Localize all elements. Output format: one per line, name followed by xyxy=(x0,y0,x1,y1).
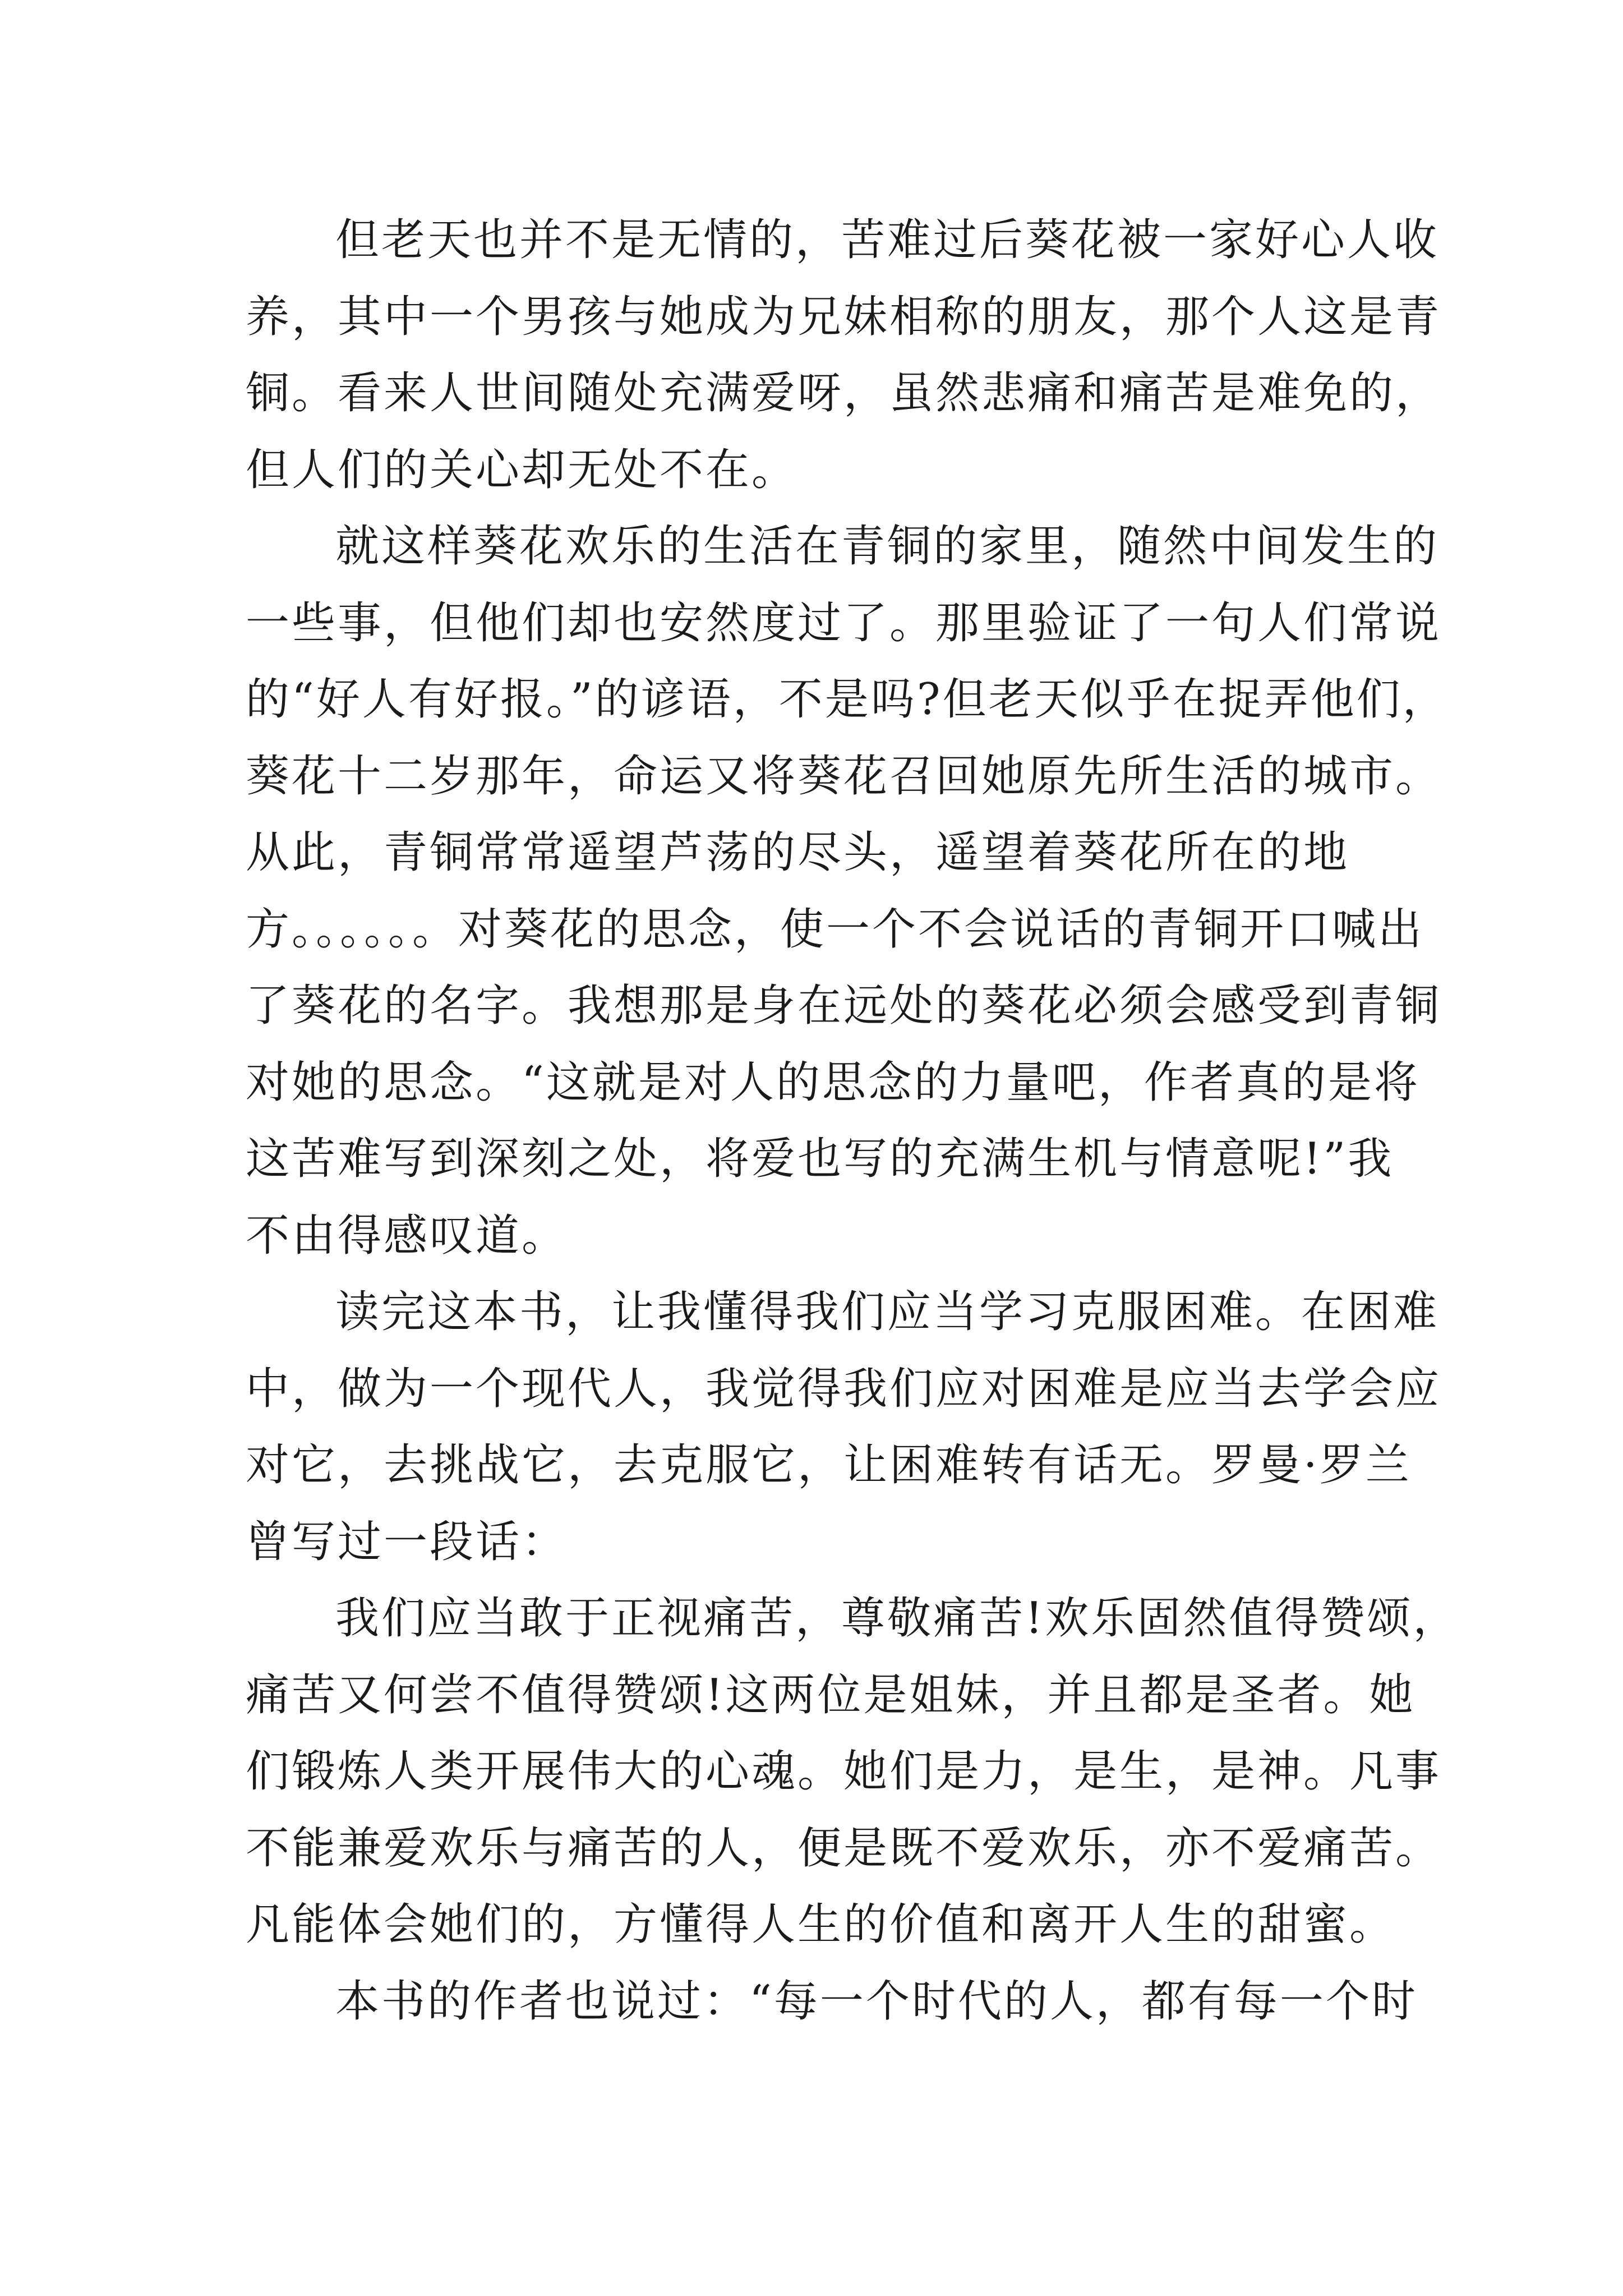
text-line: 我们应当敢于正视痛苦，尊敬痛苦!欢乐固然值得赞颂， xyxy=(335,1593,1459,1644)
text-line: 这苦难写到深刻之处，将爱也写的充满生机与情意呢!”我 xyxy=(246,1134,1394,1184)
text-line: 葵花十二岁那年，命运又将葵花召回她原先所生活的城市。 xyxy=(246,751,1442,802)
document-body xyxy=(246,202,1459,2040)
text-line: 对它，去挑战它，去克服它，让困难转有话无。罗曼·罗兰 xyxy=(246,1440,1412,1490)
text-line: 不能兼爱欢乐与痛苦的人，便是既不爱欢乐，亦不爱痛苦。 xyxy=(246,1823,1442,1874)
text-line: 本书的作者也说过：“每一个时代的人，都有每一个时 xyxy=(335,1976,1418,2027)
text-line: 了葵花的名字。我想那是身在远处的葵花必须会感受到青铜 xyxy=(246,981,1442,1031)
text-line: 从此，青铜常常遥望芦荡的尽头，遥望着葵花所在的地 xyxy=(246,827,1350,878)
text-line: 就这样葵花欢乐的生活在青铜的家里，随然中间发生的 xyxy=(335,521,1440,572)
text-line: 们锻炼人类开展伟大的心魂。她们是力，是生，是神。凡事 xyxy=(246,1746,1442,1797)
text-line: 但老天也并不是无情的，苦难过后葵花被一家好心人收 xyxy=(335,215,1440,265)
text-line: 中，做为一个现代人，我觉得我们应对困难是应当去学会应 xyxy=(246,1363,1442,1414)
paragraph xyxy=(246,1274,1442,1580)
text-line: 对她的思念。“这就是对人的思念的力量吧，作者真的是将 xyxy=(246,1057,1420,1108)
text-line: 痛苦又何尝不值得赞颂!这两位是姐妹，并且都是圣者。她 xyxy=(246,1669,1415,1720)
paragraph xyxy=(246,202,1442,508)
text-line: 曾写过一段话： xyxy=(246,1516,568,1567)
paragraph xyxy=(246,1963,1418,2040)
paragraph xyxy=(246,508,1449,1274)
text-line: 的“好人有好报。”的谚语，不是吗?但老天似乎在捉弄他们， xyxy=(246,674,1449,725)
text-line: 不由得感叹道。 xyxy=(246,1210,568,1261)
text-line: 铜。看来人世间随处充满爱呀，虽然悲痛和痛苦是难免的， xyxy=(246,368,1442,418)
text-line: 凡能体会她们的，方懂得人生的价值和离开人生的甜蜜。 xyxy=(246,1899,1396,1950)
quote-paragraph xyxy=(246,1580,1459,1963)
text-line: 养，其中一个男孩与她成为兄妹相称的朋友，那个人这是青 xyxy=(246,291,1442,342)
text-line: 但人们的关心却无处不在。 xyxy=(246,444,798,495)
text-line: 一些事，但他们却也安然度过了。那里验证了一句人们常说 xyxy=(246,597,1442,648)
text-line: 读完这本书，让我懂得我们应当学习克服困难。在困难 xyxy=(335,1287,1440,1337)
text-line: 方。。。。。。对葵花的思念，使一个不会说话的青铜开口喊出 xyxy=(246,904,1424,955)
